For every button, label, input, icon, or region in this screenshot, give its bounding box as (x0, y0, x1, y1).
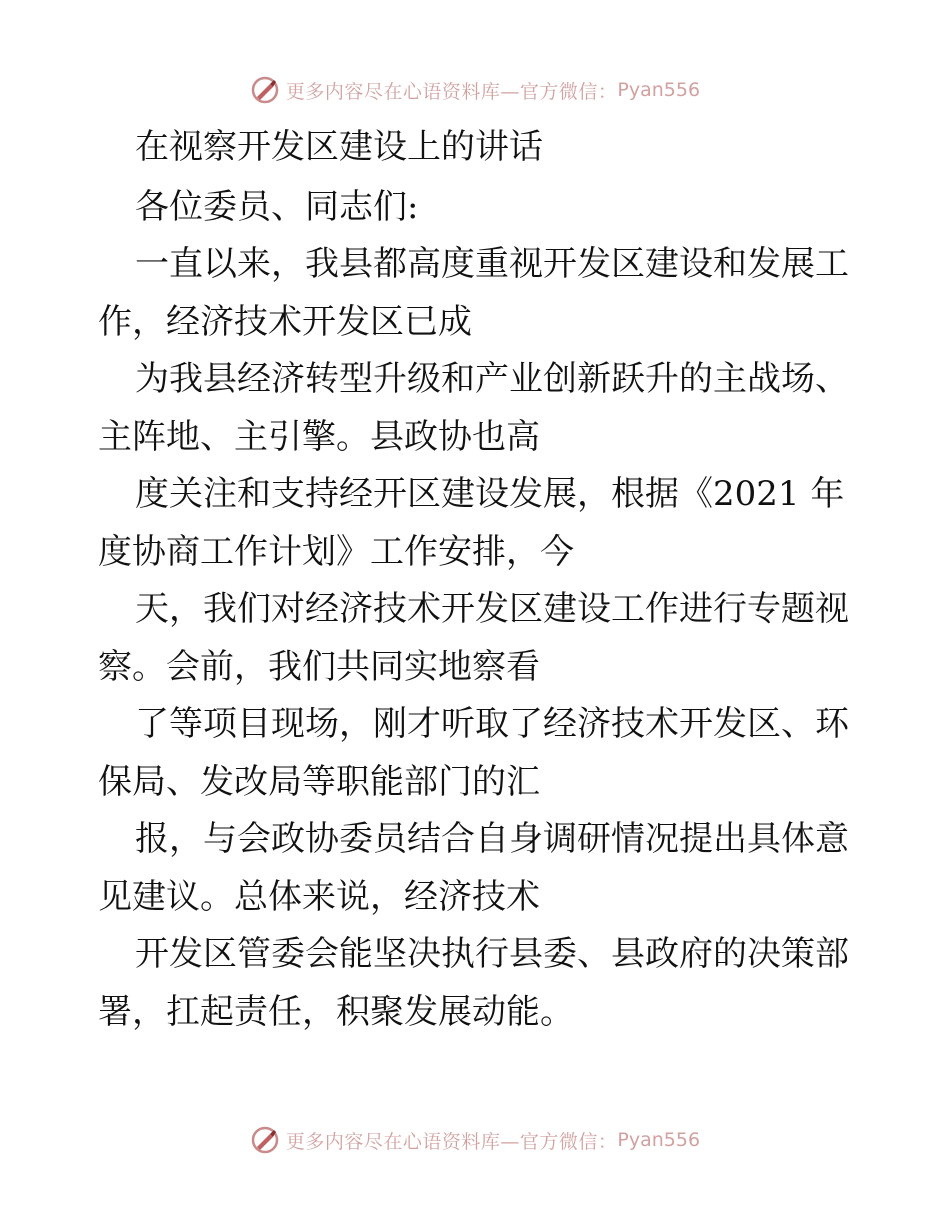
paragraph-line: 报，与会政协委员结合自身调研情况提出具体意 (135, 819, 849, 859)
paragraph-line: 度关注和支持经开区建设发展，根据《2021 年 (135, 474, 845, 514)
watermark-text: 更多内容尽在心语资料库—官方微信： (285, 80, 618, 103)
paragraph-line: 保局、发改局等职能部门的汇 (98, 762, 540, 802)
watermark-id: Pyan556 (617, 1129, 701, 1151)
paragraph-line: 署，扛起责任，积聚发展动能。 (98, 992, 574, 1032)
paragraph-line: 主阵地、主引擎。县政协也高 (98, 417, 540, 457)
pen-logo-icon (250, 1125, 280, 1155)
paragraph-line: 了等项目现场，刚才听取了经济技术开发区、环 (135, 704, 849, 744)
paragraph-line: 一直以来，我县都高度重视开发区建设和发展工 (135, 244, 849, 284)
paragraph-line: 察。会前，我们共同实地察看 (98, 647, 540, 687)
paragraph-line: 开发区管委会能坚决执行县委、县政府的决策部 (135, 934, 849, 974)
footer-watermark (0, 1120, 950, 1160)
watermark-text: 更多内容尽在心语资料库—官方微信： (285, 1130, 618, 1153)
document-title: 在视察开发区建设上的讲话 (135, 127, 543, 167)
paragraph-line: 天，我们对经济技术开发区建设工作进行专题视 (135, 589, 849, 629)
paragraph-line: 为我县经济转型升级和产业创新跃升的主战场、 (135, 359, 849, 399)
paragraph-line: 作，经济技术开发区已成 (98, 302, 472, 342)
salutation: 各位委员、同志们: (135, 187, 419, 227)
paragraph-line: 度协商工作计划》工作安排，今 (98, 532, 574, 572)
paragraph-line: 见建议。总体来说，经济技术 (98, 877, 540, 917)
watermark-id: Pyan556 (617, 79, 701, 101)
